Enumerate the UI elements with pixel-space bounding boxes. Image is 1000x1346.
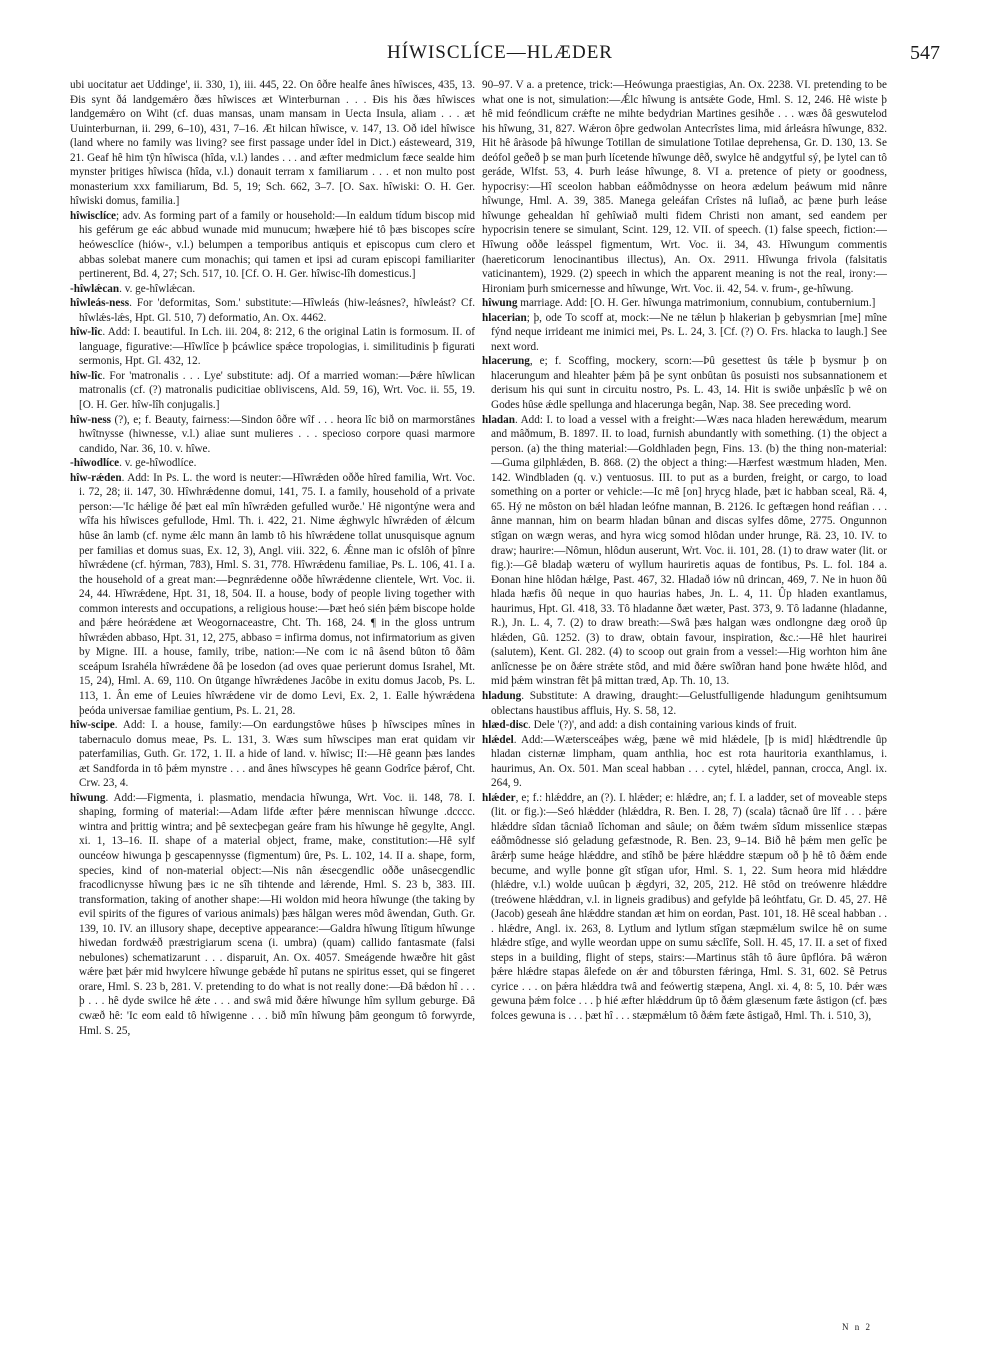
entry-text: . Add: I. to load a vessel with a freight:—Wæs naca hladen herewǽdum, mearum and mâðmum, B. 1897. II. to load, furnish abundantly with something. (1) the object a person. (a) the thing material:—Goldhladen þegn, Fins. 13. (b) the thing non-material:—Guma gilphlǽden, B. 868. (2) the object a thing:—Hærfest wæstmum hladen, Men. 142. Windbladen (q. v.) ventuosus. III. to put as a burden, freight, or cargo, to load something on a porter or vehicle:—Ic mê [on] hrycg hlade, þæt ic habban sceal, Rä. 4, 65. Hý ne môston on bǽl hladan leófne mannan, B. 2126. Ic geftægen hond reáfian . . . ânne mannan, him on bearm hladan bûnan and discas sylfes dôme, 2775. Ongunnon stîgan on wægn weras, and hyra wicg somod hlôdan under hrunge, Rä. 23, 10. IV. to draw; haurire:—Nômun, hlôdun auserunt, Wrt. Voc. ii. 101, 28. (1) to draw water (lit. or fig.):—Gê bladaþ wæteru of wyllum hauriretis aquas de fontibus, Ps. L. fol. 184 a. Ðonan hine hlôdan hǽlge, Past. 467, 32. Hladað iów nû drincan, 469, 7. Ne in huon ðû hlada hæfis ðû neque in quo haurias habes, Jn. L. 4, 11. Ûp hladen exantlamus, haurimus, Hpt. Gl. 418, 33. Tô hladanne ðæt wæter, Past. 373, 9. Tô ladanne (hladanne, R.), Jn. L. 4, 7. (2) to draw breath:—Swâ þæs halgan wæs ondlongne dæg oroð ûp hlǽden, Gû. 1252. (3) to draw, obtain favour, inspiration, &c.:—Hê hlet haurirei (salutem), Kent. Gl. 282. (4) to scoop out grain from a vessel:—Hig worhton him âne anlîcnesse þe on ðǽre strǽte stôd, and mid ðǽre swîðran hand þone hwǽte hlôd, and mid þǽm winstran fêt þâ mittan træd, Ap. Th. 10, 13.	[491, 413, 887, 688]
dictionary-entry	[70, 471, 475, 718]
entry-headword: hîwleás-ness	[70, 297, 130, 310]
dictionary-entry	[482, 78, 887, 296]
entry-headword: hîw-rǽden	[70, 471, 122, 484]
entry-text: . Add: I. beautiful. In Lch. iii. 204, 8: 212, 6 the original Latin is formosum. II. of language, figurative:—Hîwlîce þ þcáwlice spǽce tropologias, i. similitudinis þ figurati sermonis, Hpt. Gl. 432, 12.	[79, 326, 475, 368]
dictionary-entry	[70, 325, 475, 369]
right-column	[482, 78, 887, 1318]
entry-headword: hîwung	[70, 791, 106, 804]
dictionary-entry	[482, 718, 887, 733]
entry-text: . Add: I. a house, family:—On eardungstôwe hûses þ hîwscipes mînes in tabernaculo domus meae, Ps. L. 131, 3. Wæs sum hîwscipes man erat quidam vir paterfamilias, Guth. Gr. 172, 1. II. a hide of land. v. hîwisc; II:—Hê geann þæs landes æt Sandforda in tô þǽm mynstre . . . and ânes hîwscypes hê geann Godrîce þǽrof, Cht. Crw. 23, 4.	[79, 719, 475, 790]
dictionary-entry	[482, 296, 887, 311]
entry-headword: hîw-lîc	[70, 369, 103, 382]
entry-headword: -hîwodlíce	[70, 457, 120, 470]
entry-headword: hîw-scipe	[70, 719, 115, 732]
entry-text: . Dele '(?)', and add: a dish containing various kinds of fruit.	[528, 719, 797, 732]
dictionary-entry	[70, 413, 475, 457]
entry-text: marriage. Add: [O. H. Ger. hîwunga matrimonium, connubium, contubernium.]	[517, 297, 876, 310]
entry-text: . For 'deformitas, Som.' substitute:—Hîwleás (hiw-leásnes?, hîwleást? Cf. hîwlǽs-lǽs, Hpt. Gl. 510, 7) deformatio, An. Ox. 4462.	[79, 297, 475, 324]
entry-text: (?), e; f. Beauty, fairness:—Sindon ôðre wîf . . . heora lîc bið on marmorstânes hwîtnysse (hiwnesse, v.l.) aliae sunt mulieres . . . specioso corpore quasi marmore candido, Nar. 36, 10. v. hîwe.	[79, 413, 475, 455]
entry-headword: hîwung	[482, 297, 518, 310]
dictionary-entry	[70, 456, 475, 471]
entry-headword: hlacerung	[482, 355, 530, 368]
dictionary-entry	[70, 369, 475, 413]
entry-text: . Add: In Ps. L. the word is neuter:—Hîwrǽden oððe hîred familia, Wrt. Voc. i. 72, 28; ii. 147, 30. Hîwhrǽdenne domui, 141, 75. I. a family, household of a private person:—'Ic hǽlige ðé þæt eal mîn hîwrǽden gefulled wurðe.' Hê nigontýne wera and wîfa his hîwisces gefullode, Hml. Th. i. 422, 21. Nime ǽghwylc hîwrǽden of ǽlcum hûse ân lamb (cf. nyme ǽlc mann ân lamb tô his hîwrǽdene tollat unusquisque agnum per familias et domus suas, Ex. 12, 3), Angl. viii. 322, 6. Ǽnne man ic ofslôh of þînre hîwrǽdene (cf. hýrman, 783), Hml. S. 31, 778. Hîwrǽdenu familiae, Ps. L. 106, 41. I a. the household of a great man:—Þegnrǽdenne oððe hîwrǽdenne clientele, Wrt. Voc. ii. 24, 44. Hîwrǽdene, Hpt. 31, 18, 504. II. a house, body of people living together with common interests and occupations, a religious house:—Þæt heó sién þǽm biscope holde and þǽre heórǽdene æt Weogornaceastre, Cht. Th. 168, 24. ¶ in the gloss untrum hîwrǽden abbaso, Hpt. 31, 12, 275, abbaso = infirma domus, not infirmatorium as given by Migne. III. a house, family, tribe, nation:—Ne com ic nâ âsend bûton tô ðâm sceápum Israhéla hîwrǽdene ðâ þe losedon (ad oves quae perierunt domus Israhel, Mt. 15, 24), Hml. A. 69, 110. On ûtgange hîwrǽdenes Jacôbe in exitu domus Jacob, Ps. L. 113, 1. Ân eme of Leuies hîwrǽdene vir de domo Levi, Ex. 2, 1. Ealle hýwrǽdena þeóda universae familiae gentium, Ps. L. 21, 28.	[79, 471, 475, 717]
entry-text: . v. ge-hîwodlíce.	[119, 457, 197, 470]
dictionary-entry	[70, 296, 475, 325]
entry-text: ubi uocitatur aet Uddinge', ii. 330, 1), iii. 445, 22. On ôðre healfe ânes hîwisces, 435, 13. Ðis synt ðá landgemǽro ðæs hîwisces æt Winterburnan . . . Ðis his ðæs hîwisces landgemǽro on Wiht (cf. duas mansas, unam mansam in Uecta Insula, aliam . . . æt Uuinterburnan, ii. 299, 6–10), 431, 7–16. Æt hilcan hîwisce, v. 147, 13. Oð idel hîwisce (land where no family was living? see first passage under îdel in Dict.) eásteweard, 319, 21. Geaf hê him tŷn hîwisca (hîda, v.l.) landes . . . and æfter medmiclum fæce sealde him mynster þritiges hîwisca (hîda, v.l.) donauit terram x familiarum . . . et non multo post monasterium xxx familiarum, Bd. 5, 19; Sch. 662, 3–7. [O. Sax. hîwiski: O. H. Ger. hîwiski domus, familia.]	[70, 79, 475, 208]
dictionary-entry	[482, 733, 887, 791]
entry-text: . Add:—Figmenta, i. plasmatio, mendacia hîwunga, Wrt. Voc. ii. 148, 78. I. shaping, forming of material:—Adam lifde æfter þǽre menniscan hîwunge .dcccc. wintra and þrittig wintra; and þê sextecþegan geáre fram his hîwunge hê gegylte, Angl. xi. 1, 13–16. II. shape of a material object, frame, make, constitution:—Hê sylf ouncéow hiwunga þ gescapennysse (figmentum) ûre, Ps. L. 102, 14. II a. shape, form, species, kind of non-material object:—Nis nân ǽsecgendlic oððe unâsecgendlic fracodlicnysse hîwung þæs ic ne sîh tihtende and lǽrende, Hml. S. 23 b, 383. III. transformation, taking of another shape:—Hi woldon mid heora hîwunge (the taking by evil spirits of the figures of various animals) þæs hâlgan weres môd âwendan, Guth. Gr. 139, 10. IV. an illusory shape, deceptive appearance:—Galdra hîwung lîtigum hîwunge hiwedan fordwǽð præstrigiarum scena (i. umbra) (quam) callido fantasmate (falsi nebulones) schematizarunt . . . disparuit, An. Ox. 4057. Smeágende hwæðre hit gâst wǽre þæt þǽr mid hwylcere hîwunge gebǽde hî putans ne spiritus esset, qui se fingeret orare, Hml. S. 23 b, 281. V. pretending to do what is not really done:—Ðâ bǽdon hî . . . þ . . . hê dyde swilce hê ǽte . . . and swâ mid ðǽre hîwunge hîm syllum geburge. Ðâ cwæð hê: 'Ic eom eald tô hîwigenne . . . bið mîn hîwung þâm geongum tô forwyrde, Hml. S. 25,	[79, 791, 475, 1037]
entry-headword: hlæd-disc	[482, 719, 529, 732]
entry-headword: hlacerian	[482, 311, 527, 324]
entry-text: , e; f. Scoffing, mockery, scorn:—Þû gesettest ûs tǽle þ bysmur þ on hlacerungum and hleahter þǽm þâ þe synt onbûtan ûs posuisti nos subsannationem et derisum his qui sunt in circuitu nostro, Ps. L. 43, 14. Hit is swiðe unþǽslîc þ wê on Godes hûse ǽdle spellunga and hlacerunga begân, Nap. 38. See preceding word.	[491, 355, 887, 412]
entry-headword: hladung	[482, 689, 522, 702]
dictionary-entry	[70, 209, 475, 282]
left-column	[70, 78, 475, 1318]
dictionary-entry	[482, 413, 887, 689]
page-header	[60, 42, 940, 72]
entry-text: . For 'matronalis . . . Lye' substitute: adj. Of a married woman:—Þǽre hîwlican matronalis (cf. (?) matronalis pudicitiae obliviscens, Ald. 59, 16), Wrt. Voc. ii. 55, 19. [O. H. Ger. hîw-lîh conjugalis.]	[79, 369, 475, 412]
page-number: 547	[910, 42, 940, 64]
dictionary-entry	[482, 689, 887, 718]
entry-text: . v. ge-hîwlǽcan.	[119, 282, 196, 295]
entry-headword: hîwisclíce	[70, 209, 116, 222]
entry-headword: hlǽdel	[482, 733, 514, 746]
running-title: HÍWISCLÍCE—HLÆDER	[387, 42, 613, 63]
entry-headword: hladan	[482, 413, 515, 426]
entry-text: ; þ, ode To scoff at, mock:—Ne ne tǽlun þ hlakerian þ gebysmrian [me] mîne fýnd neque irrideant me inimici mei, Ps. L. 24, 3. [Cf. (?) O. Frs. hlacka to laugh.] See next word.	[491, 311, 887, 353]
entry-text: 90–97. V a. a pretence, trick:—Heówunga praestigias, An. Ox. 2238. VI. pretending to be what one is not, simulation:—Ǽlc hîwung is antsǽte Gode, Hml. S. 12, 246. Hê wiste þ hê mid feóndlicum crǽfte ne mihte bedydrian Martines gesihðe . . . wæs ðâ geswutelod his hîwung, 31, 827. Wǽron ôþre gedwolan Antecrîstes lima, mid árleásra hîwunge, 832. Hit hê âràsode þâ hîwunge Totillan de simulatione Totilae deprehensa, Gr. D. 130, 13. Se deófol geðeð þ se man þurh lícetende hîwunge dêð, swylce hê andgytful sý, þe lytel can tô geráde, Wlfst. 53, 4. Þurh leáse hîwunge, 8. VI a. pretence of piety or goodness, hypocrisy:—Hî sceolon habban eáðmôdnysse on heora ædelum þeáwum mid nânre hîwunge, Hml. A. 39, 385. Manega geleáfan Crîstes nâ luſiað, ac þæne þurh leáse hîwunge gehealdan hî gehîwiað multi fidem Christi non amant, sed eandem per hypocrisin tenere se simulant, Scint. 129, 12. VII. of speech. (1) false speech, fiction:—Hîwung oððe leásspel figmentum, Wrt. Voc. ii. 34, 43. Hîwungum commentis (haereticorum lenocinantibus illectus), An. Ox. 2911. Hîwunga frivola (falsitatis vaticinantem), 1929. (2) speech in which the apparent meaning is not the real, irony:—Hironiam þurh smicernesse and hîwunge, Wrt. Voc. ii. 42, 54. v. frum-, ge-hîwung.	[482, 79, 887, 295]
dictionary-entry	[482, 791, 887, 1024]
entry-headword: hlǽder	[482, 791, 516, 804]
dictionary-entry	[70, 78, 475, 209]
dictionary-entry	[482, 354, 887, 412]
entry-text: , e; f.: hlǽddre, an (?). I. hlǽder; e: hlǽdre, an; f. I. a ladder, set of moveable steps (lit. or fig.):—Seó hlǽdder (hlǽddra, R. Ben. I. 28, 7) (scala) tâcnað ûre lîf . . . þǽre hlǽddre sîdan tâcniað lîchoman and sâule; on ðǽm twǽm sîdum missenlice stæpas eáðmôdnesse sió geladung gefæstnode, R. Ben. 23, 9–14. Bið hê þǽm men gelîc þe ârǽrþ sume heáge hlǽddre, and stîhð be þǽre hlǽddre stæpum oð þ hê tô ðǽm ende becume, and wylle þonne gît stîgan ufor, Hml. S. 1, 22. Sum heora mid hlǽddre (hlǽdre, v.l.) wolde uuûcan þ ǽgdyri, 32, 205, 212. Hê stôd on treówenre hlǽddre (treówene hlǽddran, v.l. in ligneis gradibus) and gefylde þâ leóhtfatu, Gr. D. 45, 27. Hê (Jacob) geseah âne hlǽddre standan æt him on eordan, Past. 101, 18. Hê sceal habban . . . hlǽdre, Angl. ix. 263, 8. Lytlum and lytlum stîgan stæpmǽlum swilce hê on sume hlǽdre stîge, and wylle weordan uppe on sumu sǽclîfe, Soll. H. 45, 17. II. a set of fixed steps in a building, flight of steps, stairs:—Martinus stâh tô âure ûpflóra. Þâ wǽron þǽre hlǽdre stapas âlefede on ǽr and tôbursten fǽringa, Hml. S. 31, 602. Sê Petrus cyrice . . . on þǽra hlǽddra twâ and feówertig stæpena, Angl. xi. 4, 8: 5, 10. Þǽr wæs gewuna þǽm folce . . . þ hié æfter hlǽddrum ûp tô ðǽm glæsenum fæte âstigon (cf. þæs folces gewuna is . . . þæt hî . . . stæpmǽlum tô ðǽm fæte âstigað, Hml. Th. i. 510, 3),	[491, 791, 887, 1022]
entry-headword: hîw-ness	[70, 413, 112, 426]
dictionary-entry	[70, 791, 475, 1038]
entry-text: . Substitute: A drawing, draught:—Gelustfulligende hladungum genihtsumum oblectans haustibus affluis, Hy. S. 58, 12.	[491, 689, 887, 717]
signature-mark: N n 2	[842, 1322, 872, 1332]
entry-headword: -hîwlǽcan	[70, 282, 120, 295]
entry-text: . Add:—Wætersceáþes wǽg, þæne wê mid hlǽdele, [þ is mid] hlǽdtrendle ûp hladan cisternæ limpham, quam anthlia, hoc est rota hauritoria exanthlamus, i. haurimus, An. Ox. 501. Man sceal habban . . . cytel, hlǽdel, pannan, crocca, Angl. ix. 264, 9.	[491, 733, 887, 790]
dictionary-entry	[482, 311, 887, 355]
dictionary-entry	[70, 718, 475, 791]
entry-headword: hîw-lîc	[70, 326, 103, 339]
entry-text: ; adv. As forming part of a family or household:—In ealdum tídum biscop mid his geférum ge eác abbud wunade mid munucum; hwæþere hié tô þæs biscopes scíre heówesclíce (hiów-, v.l.) belumpen a temporibus antiquis et episcopus cum clero et abbas solebat manere cum monachis; qui tamen et ipsi ad curam episcopi familiariter pertinerent, Bd. 4, 27; Sch. 517, 10. [Cf. O. H. Ger. hîwisc-lîh domesticus.]	[79, 209, 475, 281]
dictionary-entry	[70, 282, 475, 297]
